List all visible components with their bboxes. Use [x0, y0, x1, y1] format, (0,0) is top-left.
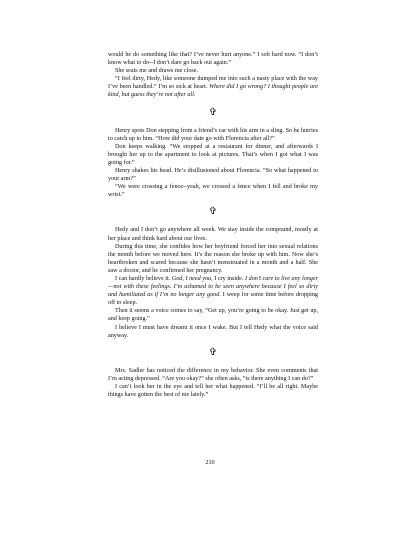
text-span: I believe I must have dreamt it once I wake. But I tell Hedy what the voice said anyway. — [108, 324, 318, 339]
text-span: I cry inside. — [212, 275, 246, 282]
paragraph — [108, 127, 318, 143]
paragraph — [108, 367, 318, 383]
section-4 — [108, 367, 318, 399]
paragraph — [108, 75, 318, 99]
paragraph — [108, 226, 318, 242]
section-break-ornament: ✞ — [208, 106, 218, 118]
text-span: Henry shakes his head. He’s disillusioned about Florencia. “So what happened to your arm?” — [108, 168, 318, 183]
italic-text: God, I need you, — [171, 275, 213, 282]
paragraph — [108, 143, 318, 167]
text-span: I can hardly believe it. — [115, 275, 172, 282]
text-span: I can’t look her in the eye and tell her what happened. “I’ll be all right. Maybe things have gotten the best of me lately.” — [108, 383, 318, 398]
paragraph — [108, 67, 318, 75]
text-span: Mrs. Sadler has noticed the difference in my behavior. She even comments that I’m acting depressed. “Are you okay?” she often asks, “is there anything I can do?” — [108, 367, 318, 382]
section-3 — [108, 226, 318, 339]
paragraph — [108, 383, 318, 399]
text-span: I weep for some time before dropping off to sleep. — [108, 292, 319, 307]
italic-text: Where did I go wrong? I thought people are kind, but guess they’re not after all. — [108, 84, 318, 99]
paragraph — [108, 51, 318, 67]
text-span: “We were crossing a fence--yeah, we crossed a fence when I fell and broke my wrist.” — [108, 184, 318, 199]
text-span: Hedy and I don’t go anywhere all week. We stay inside the compound, mostly at her place and think hard about our lives. — [108, 227, 318, 242]
paragraph — [108, 275, 318, 307]
section-1 — [108, 51, 318, 100]
section-break-ornament: ✞ — [208, 346, 218, 358]
paragraph — [108, 183, 318, 199]
paragraph — [108, 307, 318, 323]
paragraph — [108, 324, 318, 340]
text-span: Then it seems a voice comes to say, “Get up, you’re going to be okay. Just get up, and keep going.” — [108, 308, 318, 323]
text-span: Don keeps walking. “We stopped at a restaurant for dinner, and afterwards I brought her up to the apartment to look at pictures. That’s when I got what I was going for.” — [108, 143, 318, 166]
text-span: She seats me and draws me close. — [115, 68, 199, 75]
page-number: 210 — [205, 459, 215, 466]
paragraph — [108, 167, 318, 183]
section-break-ornament: ✞ — [208, 206, 218, 218]
paragraph — [108, 243, 318, 275]
text-span: Henry spots Don stepping from a friend’s car with his arm in a sling. So he hurries to catch up to him. “How did your date go with Florencia after all?” — [108, 127, 318, 142]
text-span: would he do something like that? I’ve never hurt anyone.” I sob hard now. “I don’t know what to do--I don’t dare go back out again.” — [108, 52, 318, 67]
text-span: During this time, she confides how her boyfriend forced her into sexual relations the month before we moved here. It’s the reason she broke up with him. Now she’s heartbroken and scared because she hasn’t menstruated in a month and a half. She saw a doctor, and he confirmed her pregnancy. — [108, 243, 318, 274]
italic-text: I don’t care to live any longer—not with these feelings. I’m ashamed to be seen anywhere because I feel so dirty and humiliated as if I’m no longer any good. — [108, 275, 318, 299]
text-span: “I feel dirty, Hedy, like someone dumped me into such a nasty place with the way I’ve been handled.” I’m so sick at heart. — [108, 76, 318, 91]
page-body — [108, 51, 318, 399]
section-2 — [108, 127, 318, 200]
